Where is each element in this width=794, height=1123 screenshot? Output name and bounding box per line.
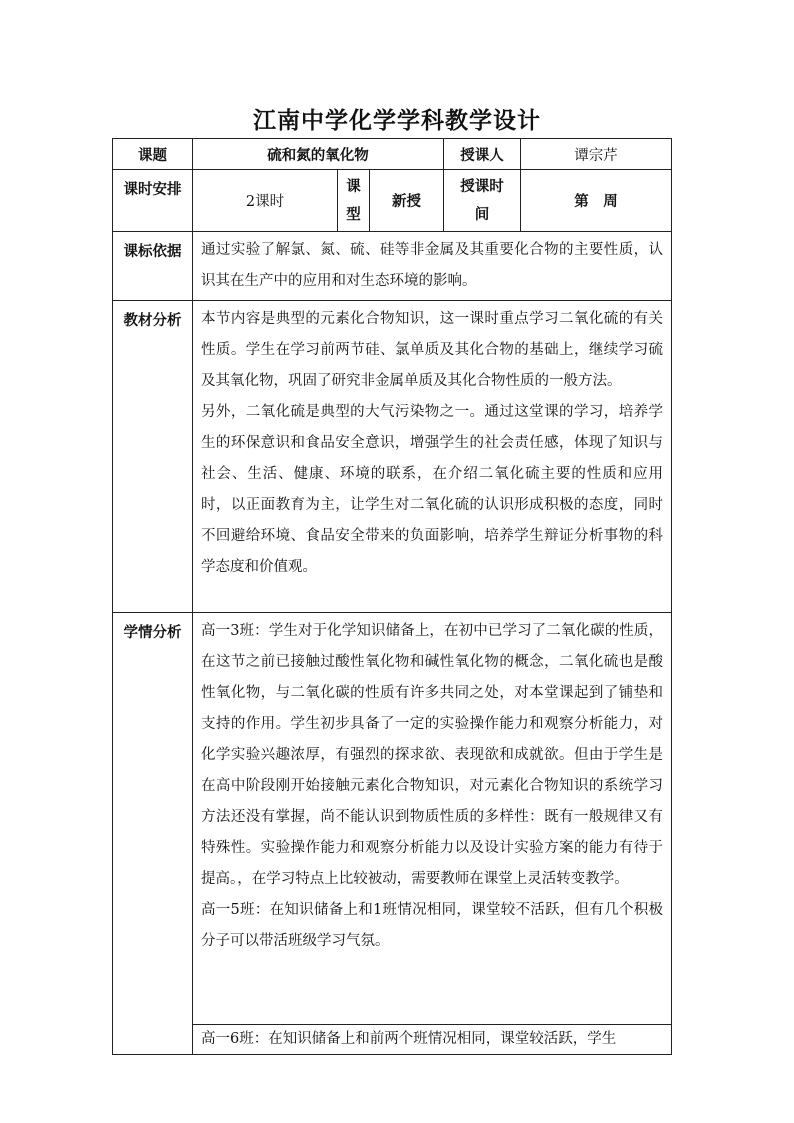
standard-paragraph: 通过实验了解氯、氮、硫、硅等非金属及其重要化合物的主要性质，认识其在生产中的应用和对生态环境的影响。	[201, 242, 664, 289]
teacher-value: 谭宗芹	[521, 139, 672, 170]
class-time-label	[444, 170, 521, 232]
class-time-label-1: 授课时	[460, 177, 504, 195]
students-label: 学情分析	[113, 613, 193, 1055]
lesson-type-label-1: 课	[346, 177, 361, 195]
page-title: 江南中学化学学科教学设计	[253, 107, 541, 134]
textbook-paragraph-1: 本节内容是典型的元素化合物知识，这一课时重点学习二氧化硫的有关性质。学生在学习前两节硅、氯单质及其化合物的基础上，继续学习硫及其氧化物，巩固了研究非金属单质及其化合物性质的一般方法。	[201, 311, 664, 389]
standard-text	[193, 232, 672, 301]
topic-row	[113, 139, 672, 170]
students-paragraph-1: 高一3班：学生对于化学知识储备上，在初中已学习了二氧化碳的性质，在这节之前已接触过酸性氧化物和碱性氧化物的概念，二氧化硫也是酸性氧化物，与二氧化碳的性质有许多共同之处，对本堂课起到了铺垫和支持的作用。学生初步具备了一定的实验操作能力和观察分析能力，对化学实验兴趣浓厚，有强烈的探求欲、表现欲和成就欲。但由于学生是在高中阶段刚开始接触元素化合物知识，对元素化合物知识的系统学习方法还没有掌握，尚不能认识到物质性质的多样性：既有一般规律又有特殊性。实验操作能力和观察分析能力以及设计实验方案的能力有待于提高。，在学习特点上比较被动，需要教师在课堂上灵活转变教学。	[201, 623, 664, 887]
students-text	[193, 613, 672, 1025]
students-paragraph-3: 高一6班：在知识储备上和前两个班情况相同，课堂较活跃，学生	[201, 1031, 617, 1047]
students-row	[113, 613, 672, 1025]
topic-label: 课题	[113, 139, 193, 170]
textbook-paragraph-2: 另外，二氧化硫是典型的大气污染物之一。通过这堂课的学习，培养学生的环保意识和食品安全意识，增强学生的社会责任感，体现了知识与社会、生活、健康、环境的联系，在介绍二氧化硫主要的性质和应用时，以正面教育为主，让学生对二氧化硫的认识形成积极的态度，同时不回避给环境、食品安全带来的负面影响，培养学生辩证分析事物的科学态度和价值观。	[201, 404, 664, 575]
class-time-label-2: 间	[474, 205, 490, 223]
standard-label: 课标依据	[113, 232, 193, 301]
schedule-row	[113, 170, 672, 232]
textbook-row	[113, 301, 672, 613]
topic-value: 硫和氮的氧化物	[193, 139, 444, 170]
students-row-continued	[113, 1025, 672, 1055]
students-text-continued	[193, 1025, 672, 1055]
schedule-label: 课时安排	[113, 170, 193, 232]
standard-row	[113, 232, 672, 301]
lesson-plan-table	[112, 138, 672, 1055]
class-time-value: 第 周	[521, 170, 672, 232]
students-paragraph-2: 高一5班：在知识储备上和1班情况相同，课堂较不活跃，但有几个积极分子可以带活班级学习气氛。	[201, 902, 664, 949]
textbook-text	[193, 301, 672, 613]
lesson-type-label-2: 型	[346, 205, 361, 223]
lesson-type-label	[338, 170, 370, 232]
lesson-type-value: 新授	[370, 170, 444, 232]
schedule-hours: 2课时	[193, 170, 338, 232]
textbook-label: 教材分析	[113, 301, 193, 613]
teacher-label: 授课人	[444, 139, 521, 170]
